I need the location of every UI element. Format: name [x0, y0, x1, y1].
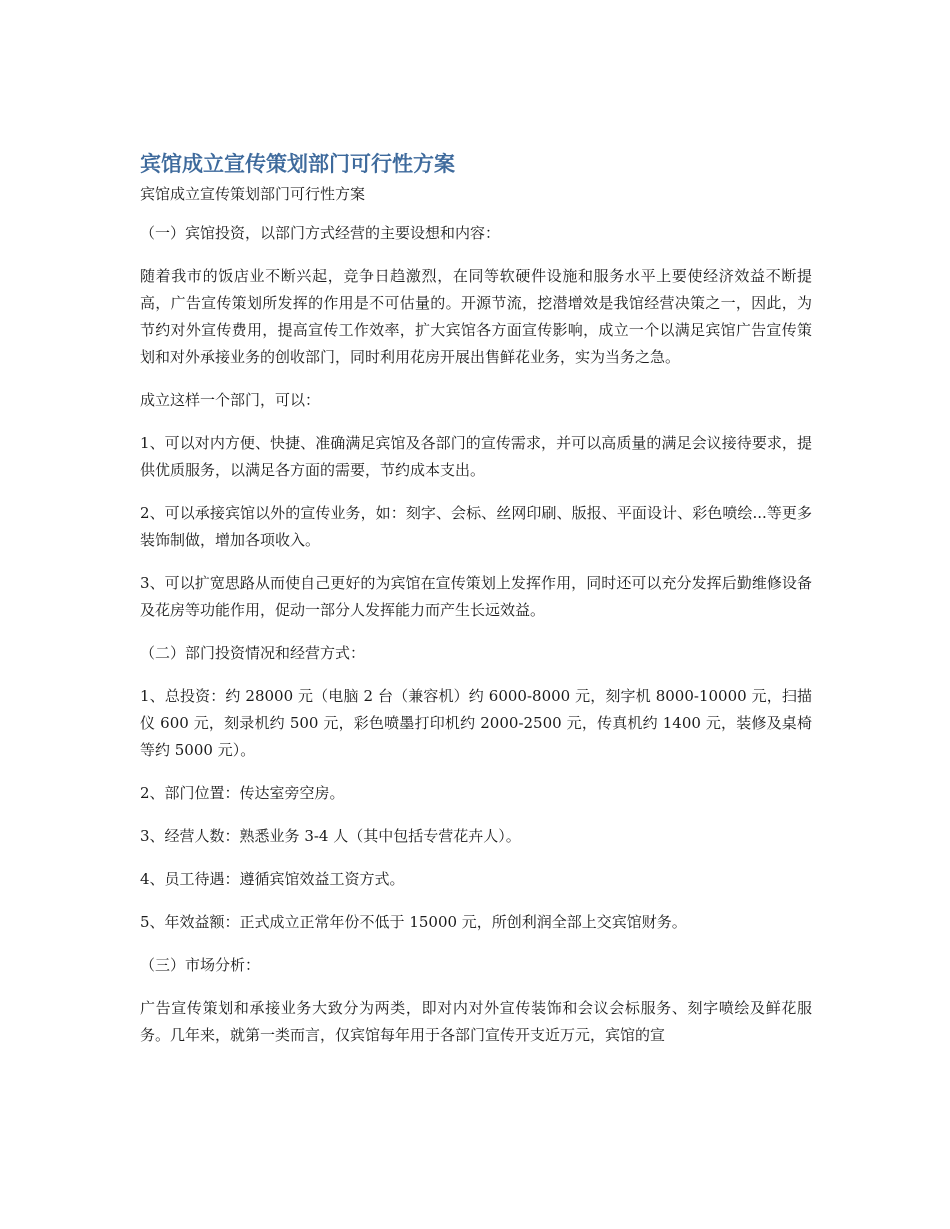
- list-item-benefit-3: 3、可以扩宽思路从而使自己更好的为宾馆在宣传策划上发挥作用，同时还可以充分发挥后勤维修设备及花房等功能作用，促动一部分人发挥能力而产生长远效益。: [140, 574, 812, 619]
- paragraph-background: 随着我市的饭店业不断兴起，竞争日趋激烈，在同等软硬件设施和服务水平上要使经济效益不断提高，广告宣传策划所发挥的作用是不可估量的。开源节流，挖潜增效是我馆经营决策之一，因此，为节约对外宣传费用，提高宣传工作效率，扩大宾馆各方面宣传影响，成立一个以满足宾馆广告宣传策划和对外承接业务的创收部门，同时利用花房开展出售鲜花业务，实为当务之急。: [140, 267, 812, 366]
- list-item-location: 2、部门位置：传达室旁空房。: [140, 784, 345, 802]
- list-item-staff: 3、经营人数：熟悉业务 3-4 人（其中包括专营花卉人）。: [140, 827, 521, 845]
- list-item-benefit-1: 1、可以对内方便、快捷、准确满足宾馆及各部门的宣传需求，并可以高质量的满足会议接待要求，提供优质服务，以满足各方面的需要，节约成本支出。: [140, 434, 812, 479]
- list-item-investment: 1、总投资：约 28000 元（电脑 2 台（兼容机）约 6000-8000 元，刻字机 8000-10000 元，扫描仪 600 元，刻录机约 500 元，彩色喷墨打印机约 2000-2500 元，传真机约 1400 元，装修及桌椅等约 5000 元）。: [140, 687, 812, 759]
- list-item-salary: 4、员工待遇：遵循宾馆效益工资方式。: [140, 870, 405, 888]
- section-heading-2: （二）部门投资情况和经营方式：: [140, 644, 366, 662]
- section-heading-1: （一）宾馆投资，以部门方式经营的主要设想和内容：: [140, 224, 501, 242]
- paragraph-intro: 成立这样一个部门，可以：: [140, 391, 321, 409]
- list-item-benefit-2: 2、可以承接宾馆以外的宣传业务，如：刻字、会标、丝网印刷、版报、平面设计、彩色喷绘...等更多装饰制做，增加各项收入。: [140, 504, 812, 549]
- document-title: 宾馆成立宣传策划部门可行性方案: [140, 152, 455, 176]
- list-item-annual-profit: 5、年效益额：正式成立正常年份不低于 15000 元，所创利润全部上交宾馆财务。: [140, 913, 687, 931]
- document-subtitle: 宾馆成立宣传策划部门可行性方案: [140, 185, 366, 203]
- document-page: [140, 148, 812, 1049]
- section-heading-3: （三）市场分析：: [140, 956, 261, 974]
- paragraph-market-analysis: 广告宣传策划和承接业务大致分为两类，即对内对外宣传装饰和会议会标服务、刻字喷绘及鲜花服务。几年来，就第一类而言，仅宾馆每年用于各部门宣传开支近万元，宾馆的宣: [140, 999, 812, 1044]
